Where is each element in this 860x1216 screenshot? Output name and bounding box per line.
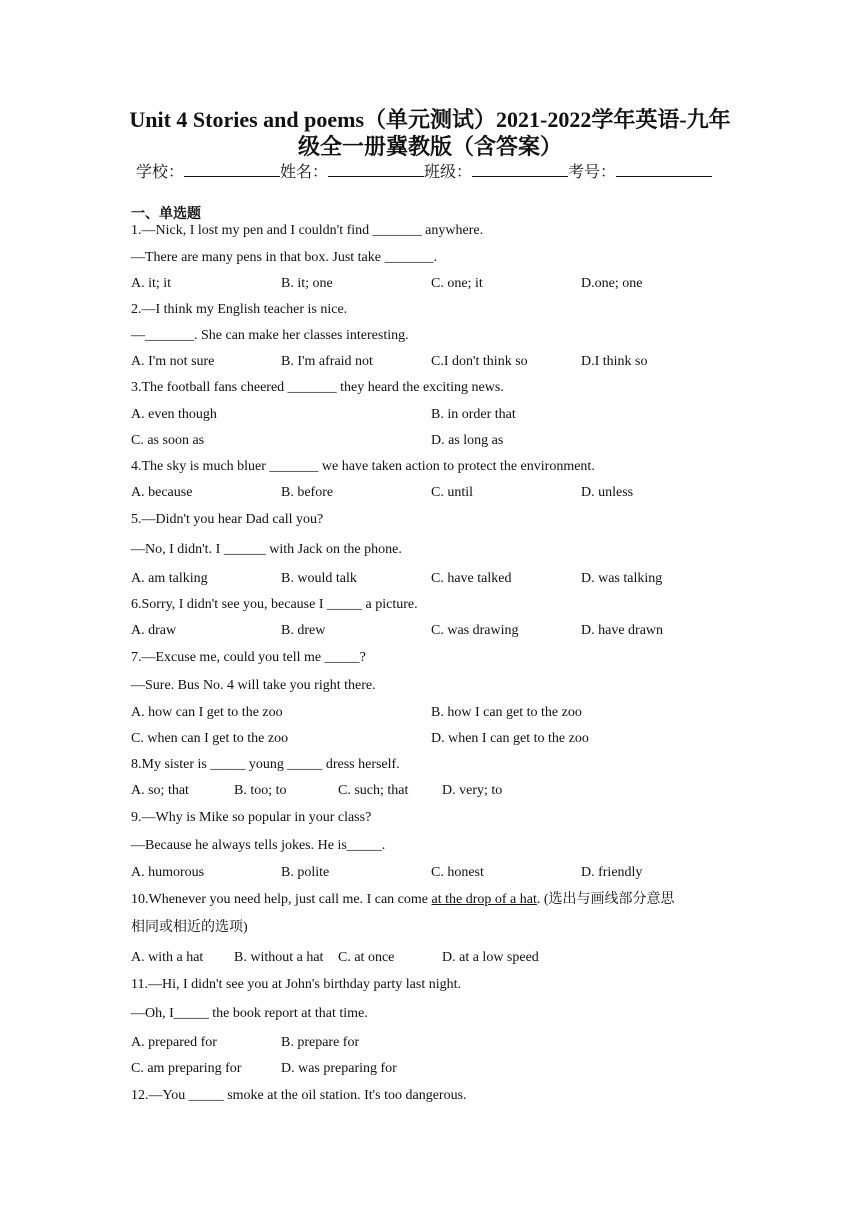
question-7-stem: 7.—Excuse me, could you tell me _____? <box>131 650 366 665</box>
question-2-stem: 2.—I think my English teacher is nice. <box>131 302 348 317</box>
question-9-option-b: B. polite <box>281 865 330 880</box>
question-9-option-d: D. friendly <box>581 865 643 880</box>
question-3-option-c: C. as soon as <box>131 433 205 448</box>
question-10-underlined-phrase: at the drop of a hat <box>431 892 537 907</box>
question-12-stem: 12.—You _____ smoke at the oil station. It's too dangerous. <box>131 1088 467 1103</box>
question-1-reply: —There are many pens in that box. Just take _______. <box>131 250 437 265</box>
question-5-option-a: A. am talking <box>131 571 208 586</box>
question-11-option-d: D. was preparing for <box>281 1061 397 1076</box>
question-4-option-d: D. unless <box>581 485 634 500</box>
question-3-option-b: B. in order that <box>431 407 516 422</box>
question-6-option-d: D. have drawn <box>581 623 664 638</box>
name-label: 姓名： <box>280 164 329 181</box>
number-blank <box>616 162 712 177</box>
question-5-option-d: D. was talking <box>581 571 663 586</box>
question-11-stem: 11.—Hi, I didn't see you at John's birthday party last night. <box>131 977 461 992</box>
question-2-option-b: B. I'm afraid not <box>281 354 373 369</box>
question-2-option-a: A. I'm not sure <box>131 354 215 369</box>
question-10-option-c: C. at once <box>338 950 395 965</box>
question-11-option-c: C. am preparing for <box>131 1061 242 1076</box>
question-8-option-c: C. such; that <box>338 783 409 798</box>
question-3-stem: 3.The football fans cheered _______ they heard the exciting news. <box>131 380 504 395</box>
question-10-option-b: B. without a hat <box>234 950 324 965</box>
question-11-option-a: A. prepared for <box>131 1035 217 1050</box>
question-6-stem: 6.Sorry, I didn't see you, because I _____ a picture. <box>131 597 418 612</box>
question-10-stem-end: . (选出与画线部分意思 <box>536 892 675 907</box>
question-8-option-a: A. so; that <box>131 783 189 798</box>
question-11-option-b: B. prepare for <box>281 1035 360 1050</box>
question-8-option-b: B. too; to <box>234 783 287 798</box>
question-5-option-b: B. would talk <box>281 571 357 586</box>
question-7-reply: —Sure. Bus No. 4 will take you right there. <box>131 678 376 693</box>
question-10-stem-start: 10.Whenever you need help, just call me. I can come <box>131 892 432 907</box>
question-7-option-d: D. when I can get to the zoo <box>431 731 589 746</box>
question-10-option-d: D. at a low speed <box>442 950 539 965</box>
question-1-option-a: A. it; it <box>131 276 172 291</box>
question-6-option-b: B. drew <box>281 623 326 638</box>
question-5-reply: —No, I didn't. I ______ with Jack on the phone. <box>131 542 402 557</box>
question-1-option-b: B. it; one <box>281 276 333 291</box>
class-label: 班级： <box>424 164 473 181</box>
question-7-option-a: A. how can I get to the zoo <box>131 705 283 720</box>
question-6-option-a: A. draw <box>131 623 177 638</box>
question-10-stem <box>131 891 675 909</box>
question-4-option-a: A. because <box>131 485 193 500</box>
question-10-instruction: 相同或相近的选项) <box>131 920 248 935</box>
question-8-option-d: D. very; to <box>442 783 503 798</box>
question-1-option-d: D.one; one <box>581 276 643 291</box>
school-label: 学校： <box>136 164 185 181</box>
question-2-option-c: C.I don't think so <box>431 354 528 369</box>
section-heading: 一、单选题 <box>131 206 201 222</box>
question-10-option-a: A. with a hat <box>131 950 204 965</box>
question-2-reply: —_______. She can make her classes interesting. <box>131 328 409 343</box>
question-4-stem: 4.The sky is much bluer _______ we have taken action to protect the environment. <box>131 459 595 474</box>
question-8-stem: 8.My sister is _____ young _____ dress herself. <box>131 757 400 772</box>
page-title-line-2: 级全一册冀教版（含答案） <box>297 134 562 159</box>
name-blank <box>328 162 424 177</box>
question-3-option-a: A. even though <box>131 407 217 422</box>
number-label: 考号： <box>568 164 617 181</box>
question-9-option-a: A. humorous <box>131 865 205 880</box>
question-9-reply: —Because he always tells jokes. He is_____. <box>131 838 386 853</box>
page-title-line-1: Unit 4 Stories and poems（单元测试）2021-2022学年英语-九年 <box>129 107 731 132</box>
question-9-stem: 9.—Why is Mike so popular in your class? <box>131 810 372 825</box>
question-4-option-b: B. before <box>281 485 334 500</box>
question-3-option-d: D. as long as <box>431 433 504 448</box>
question-1-option-c: C. one; it <box>431 276 483 291</box>
question-5-option-c: C. have talked <box>431 571 512 586</box>
question-7-option-b: B. how I can get to the zoo <box>431 705 582 720</box>
school-blank <box>184 162 280 177</box>
question-9-option-c: C. honest <box>431 865 484 880</box>
question-5-stem: 5.—Didn't you hear Dad call you? <box>131 512 324 527</box>
student-info-row <box>136 162 712 183</box>
question-11-reply: —Oh, I_____ the book report at that time. <box>131 1006 368 1021</box>
question-1-stem: 1.—Nick, I lost my pen and I couldn't find _______ anywhere. <box>131 223 484 238</box>
question-4-option-c: C. until <box>431 485 474 500</box>
question-2-option-d: D.I think so <box>581 354 648 369</box>
class-blank <box>472 162 568 177</box>
question-7-option-c: C. when can I get to the zoo <box>131 731 289 746</box>
question-6-option-c: C. was drawing <box>431 623 519 638</box>
